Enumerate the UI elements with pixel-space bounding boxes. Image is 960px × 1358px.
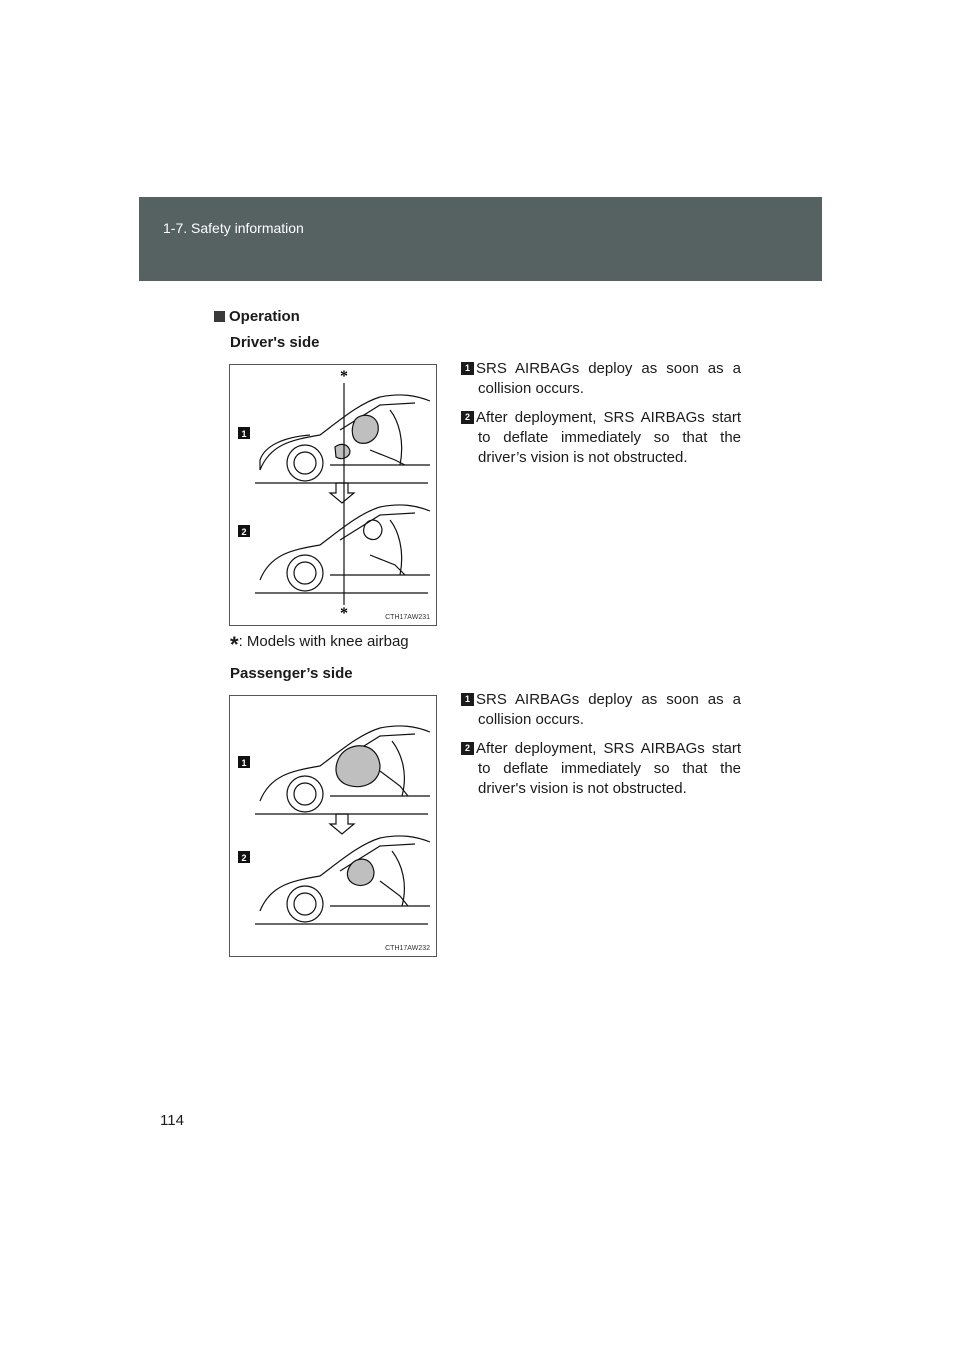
step-number-badge: 1 <box>461 362 474 375</box>
figure-code: CTH17AW231 <box>385 614 430 621</box>
passengers-side-figure <box>229 695 437 957</box>
page-number: 114 <box>160 1112 184 1129</box>
list-item <box>461 408 741 468</box>
heading-text: Operation <box>229 308 300 325</box>
step-number-badge: 1 <box>461 693 474 706</box>
step-number-badge: 2 <box>461 411 474 424</box>
square-bullet-icon <box>214 311 225 322</box>
drivers-airbag-illustration <box>230 365 436 625</box>
asterisk-top: * <box>340 368 348 385</box>
step-number-badge: 2 <box>461 742 474 755</box>
marker-2-label: 2 <box>241 853 247 863</box>
passengers-side-title: Passenger’s side <box>230 665 353 682</box>
passengers-side-steps <box>461 690 741 808</box>
step-text: After deployment, SRS AIRBAGs start to deflate immediately so that the driver's vision is not obstructed. <box>476 740 741 797</box>
step-text: SRS AIRBAGs deploy as soon as a collision occurs. <box>476 360 741 397</box>
figure-code: CTH17AW232 <box>385 945 430 952</box>
drivers-side-title: Driver's side <box>230 334 320 351</box>
step-text: After deployment, SRS AIRBAGs start to deflate immediately so that the driver’s vision is not obstructed. <box>476 409 741 466</box>
drivers-side-figure <box>229 364 437 626</box>
passengers-airbag-illustration <box>230 696 436 956</box>
list-item <box>461 359 741 399</box>
footnote <box>230 632 409 658</box>
asterisk-bottom: * <box>340 605 348 622</box>
header-bar <box>139 197 822 281</box>
list-item <box>461 739 741 799</box>
footnote-symbol: * <box>230 632 239 657</box>
marker-1-label: 1 <box>241 758 247 768</box>
section-heading <box>214 308 300 325</box>
marker-1-label: 1 <box>241 429 247 439</box>
section-label: 1-7. Safety information <box>163 220 304 236</box>
marker-2-label: 2 <box>241 527 247 537</box>
drivers-side-steps <box>461 359 741 477</box>
step-text: SRS AIRBAGs deploy as soon as a collision occurs. <box>476 691 741 728</box>
footnote-text: : Models with knee airbag <box>238 633 409 650</box>
list-item <box>461 690 741 730</box>
